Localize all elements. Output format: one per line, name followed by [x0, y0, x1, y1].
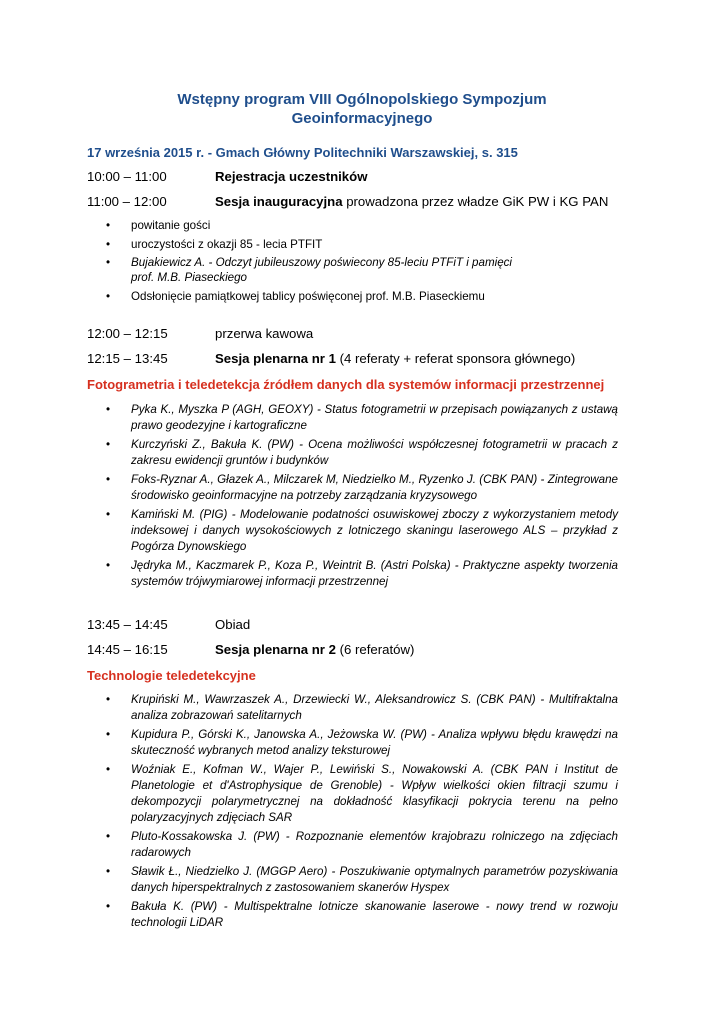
schedule-time: 12:00 – 12:15: [87, 326, 168, 341]
schedule-event-bold: Sesja plenarna nr 1: [215, 351, 336, 366]
schedule-time: 13:45 – 14:45: [87, 617, 168, 632]
bullet-icon: •: [106, 865, 111, 878]
bullet-icon: •: [106, 693, 111, 706]
list-item: • Krupiński M., Wawrzaszek A., Drzewiecki W., Aleksandrowicz S. (CBK PAN) - Multifraktalna analiza zobrazowań satelitarnych: [106, 693, 618, 722]
list-item: • Pluto-Kossakowska J. (PW) - Rozpoznanie elementów krajobrazu rolniczego na zdjęciach radarowych: [106, 830, 618, 859]
bullet-icon: •: [106, 900, 111, 913]
section-2-papers-list: [106, 692, 618, 934]
list-item: • Pyka K., Myszka P (AGH, GEOXY) - Status fotogrametrii w przepisach powiązanych z ustawą prawo geodezyjne i kartograficzne: [106, 403, 618, 432]
schedule-row-coffee-break: [87, 326, 313, 341]
bullet-icon: •: [106, 289, 111, 303]
bullet-icon: •: [106, 237, 111, 251]
schedule-time: 11:00 – 12:00: [87, 194, 167, 209]
schedule-time: 14:45 – 16:15: [87, 642, 168, 657]
section-1-papers-list: [106, 402, 618, 593]
list-item: • Sławik Ł., Niedzielko J. (MGGP Aero) - Poszukiwanie optymalnych parametrów pozyskiwania danych hiperspektralnych z zastosowaniem skanerów Hyspex: [106, 865, 618, 894]
document-title-line-2: Geoinformacyjnego: [291, 110, 433, 127]
section-title-photogrammetry: Fotogrametria i teledetekcja źródłem danych dla systemów informacji przestrzennej: [87, 377, 605, 392]
schedule-row-lunch: [87, 617, 250, 632]
bullet-icon: •: [106, 403, 111, 416]
list-item: • Bujakiewicz A. - Odczyt jubileuszowy poświecony 85-leciu PTFiT i pamięci prof. M.B. Piaseckiego: [106, 256, 513, 284]
opening-items-list: [106, 218, 536, 307]
list-item: • Kamiński M. (PIG) - Modelowanie podatności osuwiskowej zboczy z wykorzystaniem metody indeksowej i danych wysokościowych z lotniczego skaningu laserowego ALS – przykład z Pogórza Dynowskiego: [106, 508, 618, 553]
schedule-time: 12:15 – 13:45: [87, 351, 168, 366]
schedule-event-bold: Sesja inauguracyjna: [215, 194, 343, 209]
bullet-icon: •: [106, 438, 111, 451]
section-title-remote-sensing: Technologie teledetekcyjne: [87, 668, 256, 683]
list-item: • Kurczyński Z., Bakuła K. (PW) - Ocena możliwości współczesnej fotogrametrii w pracach z zakresu ewidencji gruntów i budynków: [106, 438, 618, 467]
bullet-icon: •: [106, 763, 111, 776]
list-item: • Odsłonięcie pamiątkowej tablicy poświęconej prof. M.B. Piaseckiemu: [106, 289, 485, 303]
list-item: • Kupidura P., Górski K., Janowska A., Jeżowska W. (PW) - Analiza wpływu błędu krawędzi na skuteczność wybranych metod analizy teksturowej: [106, 728, 618, 757]
document-title-line-1: Wstępny program VIII Ogólnopolskiego Sympozjum: [177, 91, 547, 108]
date-venue-line: 17 września 2015 r. - Gmach Główny Politechniki Warszawskiej, s. 315: [87, 145, 518, 160]
schedule-event-text: (4 referaty + referat sponsora głównego): [335, 351, 576, 366]
schedule-row-plenary-1: [87, 351, 575, 366]
schedule-event-text: (6 referatów): [335, 642, 415, 657]
list-item: • Bakuła K. (PW) - Multispektralne lotnicze skanowanie laserowe - nowy trend w rozwoju technologii LiDAR: [106, 900, 618, 929]
schedule-row-registration: [87, 169, 367, 184]
bullet-icon: •: [106, 219, 111, 232]
bullet-icon: •: [106, 830, 111, 843]
bullet-icon: •: [106, 473, 111, 486]
schedule-event-bold: Rejestracja uczestników: [215, 169, 368, 184]
bullet-icon: •: [106, 508, 111, 521]
list-item: • Woźniak E., Kofman W., Wajer P., Lewiński S., Nowakowski A. (CBK PAN i Institut de Planetologie et d'Astrophysique de Grenoble) - Wpływ wielkości okien filtracji szumu i dekompozycji polarymetrycznej na dokładność klasyfikacji pokrycia terenu na pełno polaryzacyjnych zdjęciach SAR: [106, 763, 618, 824]
schedule-time: 10:00 – 11:00: [87, 169, 167, 184]
schedule-event-text: przerwa kawowa: [215, 326, 314, 341]
list-item: • uroczystości z okazji 85 - lecia PTFIT: [106, 237, 323, 251]
schedule-event-text: Obiad: [215, 617, 251, 632]
list-item: • Foks-Ryznar A., Głazek A., Milczarek M, Niedzielko M., Ryzenko J. (CBK PAN) - Zintegrowane środowisko geoinformacyjne na potrzeby zarządzania kryzysowego: [106, 473, 618, 502]
bullet-icon: •: [106, 728, 111, 741]
bullet-icon: •: [106, 559, 111, 572]
schedule-row-inaugural: [87, 194, 608, 209]
list-item: • Jędryka M., Kaczmarek P., Koza P., Weintrit B. (Astri Polska) - Praktyczne aspekty tworzenia systemów trójwymiarowej informacji przestrzennej: [106, 559, 618, 588]
schedule-row-plenary-2: [87, 642, 414, 657]
schedule-event-bold: Sesja plenarna nr 2: [215, 642, 336, 657]
list-item: • powitanie gości: [106, 219, 211, 232]
bullet-icon: •: [106, 256, 111, 269]
schedule-event-text: prowadzona przez władze GiK PW i KG PAN: [342, 194, 609, 209]
